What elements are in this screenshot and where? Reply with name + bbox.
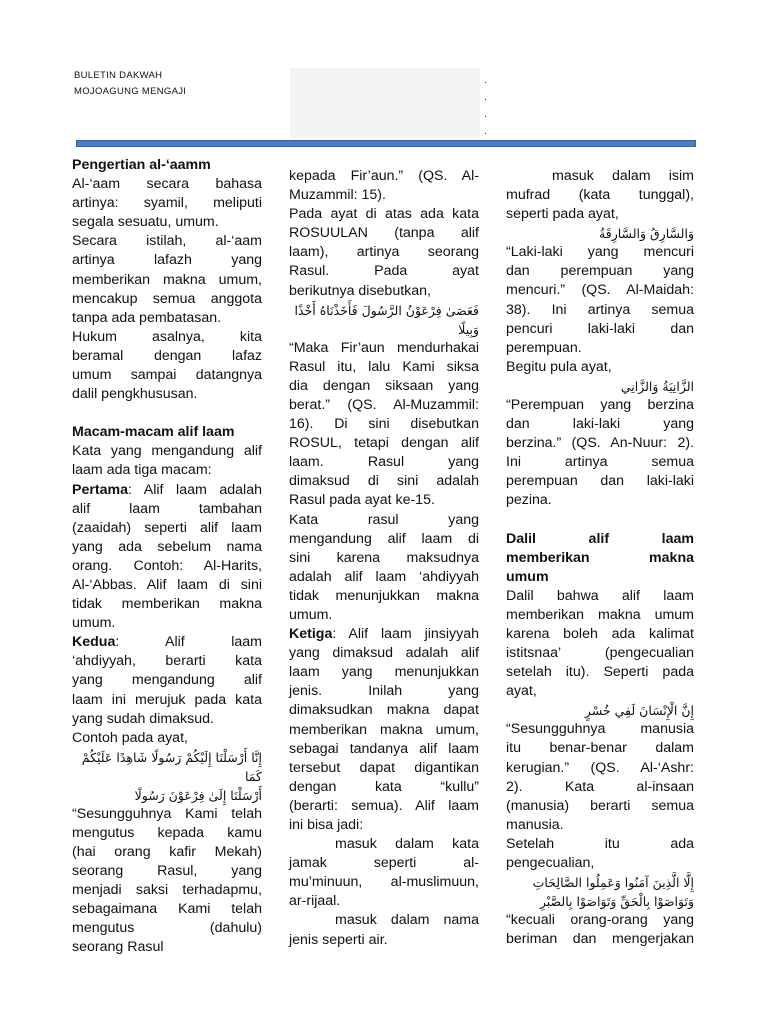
text-line: Pada ayat di atas ada kata xyxy=(289,206,479,223)
text-line: Ini artinya semua xyxy=(506,454,694,471)
text-line: ini bisa jadi: xyxy=(289,817,364,833)
text-line: Setelah itu ada xyxy=(506,835,694,852)
text-line: beramal dengan lafaz xyxy=(72,347,262,364)
text-line: mengandung alif laam di xyxy=(289,530,479,547)
text-line: sini karena maksudnya xyxy=(289,549,479,566)
dot: . xyxy=(484,126,487,137)
text-line: Muzammil: 15). xyxy=(289,187,386,204)
text-line: yang mengandung alif xyxy=(72,672,262,689)
text-line: mengutus kepada kamu xyxy=(72,824,262,841)
text-line: “Perempuan yang berzina xyxy=(506,396,694,413)
text-line: yang sudah dimaksud. xyxy=(72,710,214,727)
text-line: ROSUULAN (tanpa alif xyxy=(289,225,479,242)
text-line: seorang Rasul, yang xyxy=(72,863,262,880)
text-line: segala sesuatu, umum. xyxy=(72,214,219,231)
arabic-verse: إِلَّا الَّذِينَ آمَنُوا وَعَمِلُوا الصَّالِحَاتِ xyxy=(532,875,694,891)
text-line: memberikan makna umum xyxy=(506,606,694,623)
text-line: dalil pengkhususan. xyxy=(72,386,198,403)
text-line: ‘ahdiyyah, berarti kata xyxy=(72,653,262,670)
header-line-2: MOJOAGUNG MENGAJI xyxy=(74,86,187,97)
text-line: masuk dalam kata xyxy=(335,836,479,853)
text-line: alif laam tambahan xyxy=(72,500,262,517)
text-fragment: : Alif laam adalah xyxy=(128,481,262,498)
text-line: umum sampai datangnya xyxy=(72,367,262,384)
text-line: Al-‘aam secara bahasa xyxy=(72,176,262,193)
text-line: tidak menunjukkan makna xyxy=(289,587,479,604)
text-line: yang dimaksud adalah alif xyxy=(289,645,479,662)
header-dots xyxy=(484,72,487,140)
section-heading: memberikan makna xyxy=(506,549,694,566)
text-line: sebagai tandanya alif laam xyxy=(289,740,479,757)
text-line: seorang Rasul xyxy=(72,939,164,956)
text-line: yang ada sebelum nama xyxy=(72,538,262,555)
text-line xyxy=(72,481,262,500)
column-2 xyxy=(289,167,479,950)
text-line: mu’minuun, al-muslimuun, xyxy=(289,874,479,891)
text-line: memberikan makna umum, xyxy=(72,271,262,288)
text-line: Rasul itu, lalu Kami siksa xyxy=(289,358,479,375)
text-line: ar-rijaal. xyxy=(289,893,341,910)
text-line: karena boleh ada kalimat xyxy=(506,625,694,642)
text-line: laam), artinya seorang xyxy=(289,244,479,261)
arabic-verse: إِنَّا أَرْسَلْنَا إِلَيْكُمْ رَسُولًا شَاهِدًا عَلَيْكُمْ كَمَا xyxy=(81,749,262,784)
text-line: Contoh pada ayat, xyxy=(72,729,188,746)
text-line: beriman dan mengerjakan xyxy=(506,931,694,948)
text-line: (zaaidah) seperti alif laam xyxy=(72,519,262,536)
bold-term: Pertama xyxy=(72,481,128,498)
arabic-verse: فَعَصَىٰ فِرْعَوْنُ الرَّسُولَ فَأَخَذْنَاهُ أَخْذًا xyxy=(294,302,479,318)
text-line: seperti pada ayat, xyxy=(506,206,619,223)
text-line xyxy=(289,625,479,644)
text-line: Dalil bahwa alif laam xyxy=(506,587,694,604)
text-line: menjadi saksi terhadapmu, xyxy=(72,882,262,899)
text-line: Secara istilah, al-‘aam xyxy=(72,233,262,250)
text-line: berzina.” (QS. An-Nuur: 2). xyxy=(506,435,694,452)
text-line: Rasul pada ayat ke-15. xyxy=(289,492,435,509)
text-line: umum. xyxy=(289,606,333,623)
text-line: Kata rasul yang xyxy=(289,511,479,528)
text-line: pencuri laki-laki dan xyxy=(506,320,694,337)
bold-term: Ketiga xyxy=(289,626,333,643)
header-placeholder-box xyxy=(290,68,480,138)
text-line: mufrad (kata tunggal), xyxy=(506,187,694,204)
text-line: “Maka Fir’aun mendurhakai xyxy=(289,339,479,356)
text-line: Rasul. Pada ayat xyxy=(289,263,479,280)
text-line: laam yang menunjukkan xyxy=(289,664,479,681)
spacer xyxy=(72,404,262,423)
text-line: mengutus (dahulu) xyxy=(72,920,262,937)
text-line: ayat, xyxy=(506,683,537,700)
text-line: artinya: syamil, meliputi xyxy=(72,195,262,212)
text-line: masuk dalam nama xyxy=(335,912,479,929)
text-line: “Laki-laki yang mencuri xyxy=(506,244,694,261)
text-line: itu benar-benar dalam xyxy=(506,740,694,757)
text-line: manusia. xyxy=(506,816,564,833)
text-line: mencakup semua anggota xyxy=(72,290,262,307)
arabic-verse: وَتَوَاصَوْا بِالْحَقِّ وَتَوَاصَوْا بِالصَّبْرِ xyxy=(539,894,694,910)
newsletter-header xyxy=(74,68,186,100)
text-line: tersebut dapat digantikan xyxy=(289,759,479,776)
text-line: tanpa ada pembatasan. xyxy=(72,309,222,326)
text-line: kepada Fir’aun.” (QS. Al- xyxy=(289,168,479,184)
text-line: jenis seperti air. xyxy=(289,931,388,948)
column-1 xyxy=(72,156,262,958)
spacer xyxy=(506,511,694,530)
arabic-verse: أَرْسَلْنَا إِلَىٰ فِرْعَوْنَ رَسُولًا xyxy=(134,787,262,803)
text-line: perempuan dan laki-laki xyxy=(506,473,694,490)
text-line: (hai orang kafir Mekah) xyxy=(72,844,262,860)
text-line: ROSUL, tetapi dengan alif xyxy=(289,435,479,452)
text-line: istitsnaa’ (pengecualian xyxy=(506,645,694,662)
text-line: berat.” (QS. Al-Muzammil: xyxy=(289,396,479,413)
text-line: Kata yang mengandung alif xyxy=(72,443,262,460)
text-line: dengan kata “kullu” xyxy=(289,778,479,795)
text-line: berikutnya disebutkan, xyxy=(289,282,431,299)
text-line: memberikan makna umum, xyxy=(289,721,479,738)
text-line: “kecuali orang-orang yang xyxy=(506,912,694,929)
dot: . xyxy=(484,75,487,86)
text-line: (manusia) berarti semua xyxy=(506,797,694,814)
text-line: adalah alif laam ‘ahdiyyah xyxy=(289,568,479,585)
text-line: dimaksud di sini adalah xyxy=(289,473,479,490)
section-heading: Macam-macam alif laam xyxy=(72,424,235,441)
text-line: orang. Contoh: Al-Harits, xyxy=(72,557,262,574)
arabic-verse: الزَّانِيَةُ وَالزَّانِي xyxy=(620,378,694,394)
text-line: dimaksudkan makna dapat xyxy=(289,702,479,719)
text-line: “Sesungguhnya Kami telah xyxy=(72,805,262,822)
arabic-verse: وَالسَّارِقُ وَالسَّارِقَةُ xyxy=(599,226,694,242)
text-line: laam ini merujuk pada kata xyxy=(72,691,262,708)
text-line: tidak memberikan makna xyxy=(72,596,262,613)
text-line: 16). Di sini disebutkan xyxy=(289,416,479,433)
section-heading: umum xyxy=(506,568,549,585)
text-line: (berarti: semua). Alif laam xyxy=(289,797,479,814)
arabic-verse: إِنَّ الْإِنْسَانَ لَفِي خُسْرٍ xyxy=(584,703,694,719)
text-line: artinya lafazh yang xyxy=(72,252,262,269)
text-line: jenis. Inilah yang xyxy=(289,683,479,700)
text-line: setelah itu). Seperti pada xyxy=(506,664,694,681)
dot: . xyxy=(484,92,487,103)
arabic-verse: وَبِيلًا xyxy=(458,321,479,337)
text-line: masuk dalam isim xyxy=(552,168,694,184)
text-line: Al-‘Abbas. Alif laam di sini xyxy=(72,576,262,593)
text-line: laam. Rasul yang xyxy=(289,454,479,471)
dot: . xyxy=(484,109,487,120)
text-line: jamak seperti al- xyxy=(289,855,479,872)
text-line: dia dengan siksaan yang xyxy=(289,377,479,394)
text-fragment: : Alif laam xyxy=(115,634,262,651)
text-line: 2). Kata al-insaan xyxy=(506,778,694,795)
section-heading: Pengertian al-‘aamm xyxy=(72,157,211,173)
text-line: Begitu pula ayat, xyxy=(506,358,612,375)
header-divider-bar xyxy=(76,140,696,147)
text-line: umum. xyxy=(72,615,116,632)
text-line: dan perempuan yang xyxy=(506,263,694,280)
text-line: “Sesungguhnya manusia xyxy=(506,721,694,738)
text-line: perempuan. xyxy=(506,339,582,356)
text-line: pezina. xyxy=(506,492,552,509)
text-line xyxy=(72,633,262,652)
text-line: laam ada tiga macam: xyxy=(72,462,212,479)
header-line-1: BULETIN DAKWAH xyxy=(74,70,163,81)
text-line: sebagaimana Kami telah xyxy=(72,901,262,918)
bold-term: Kedua xyxy=(72,634,116,651)
text-line: kerugian.” (QS. Al-‘Ashr: xyxy=(506,759,694,776)
text-line: pengecualian, xyxy=(506,855,595,871)
text-line: dan laki-laki yang xyxy=(506,416,694,433)
column-3 xyxy=(506,167,694,949)
text-line: Hukum asalnya, kita xyxy=(72,328,262,345)
text-line: 38). Ini artinya semua xyxy=(506,301,694,318)
section-heading: Dalil alif laam xyxy=(506,530,694,547)
text-fragment: : Alif laam jinsiyyah xyxy=(332,626,479,643)
text-line: mencuri.” (QS. Al-Maidah: xyxy=(506,282,694,299)
